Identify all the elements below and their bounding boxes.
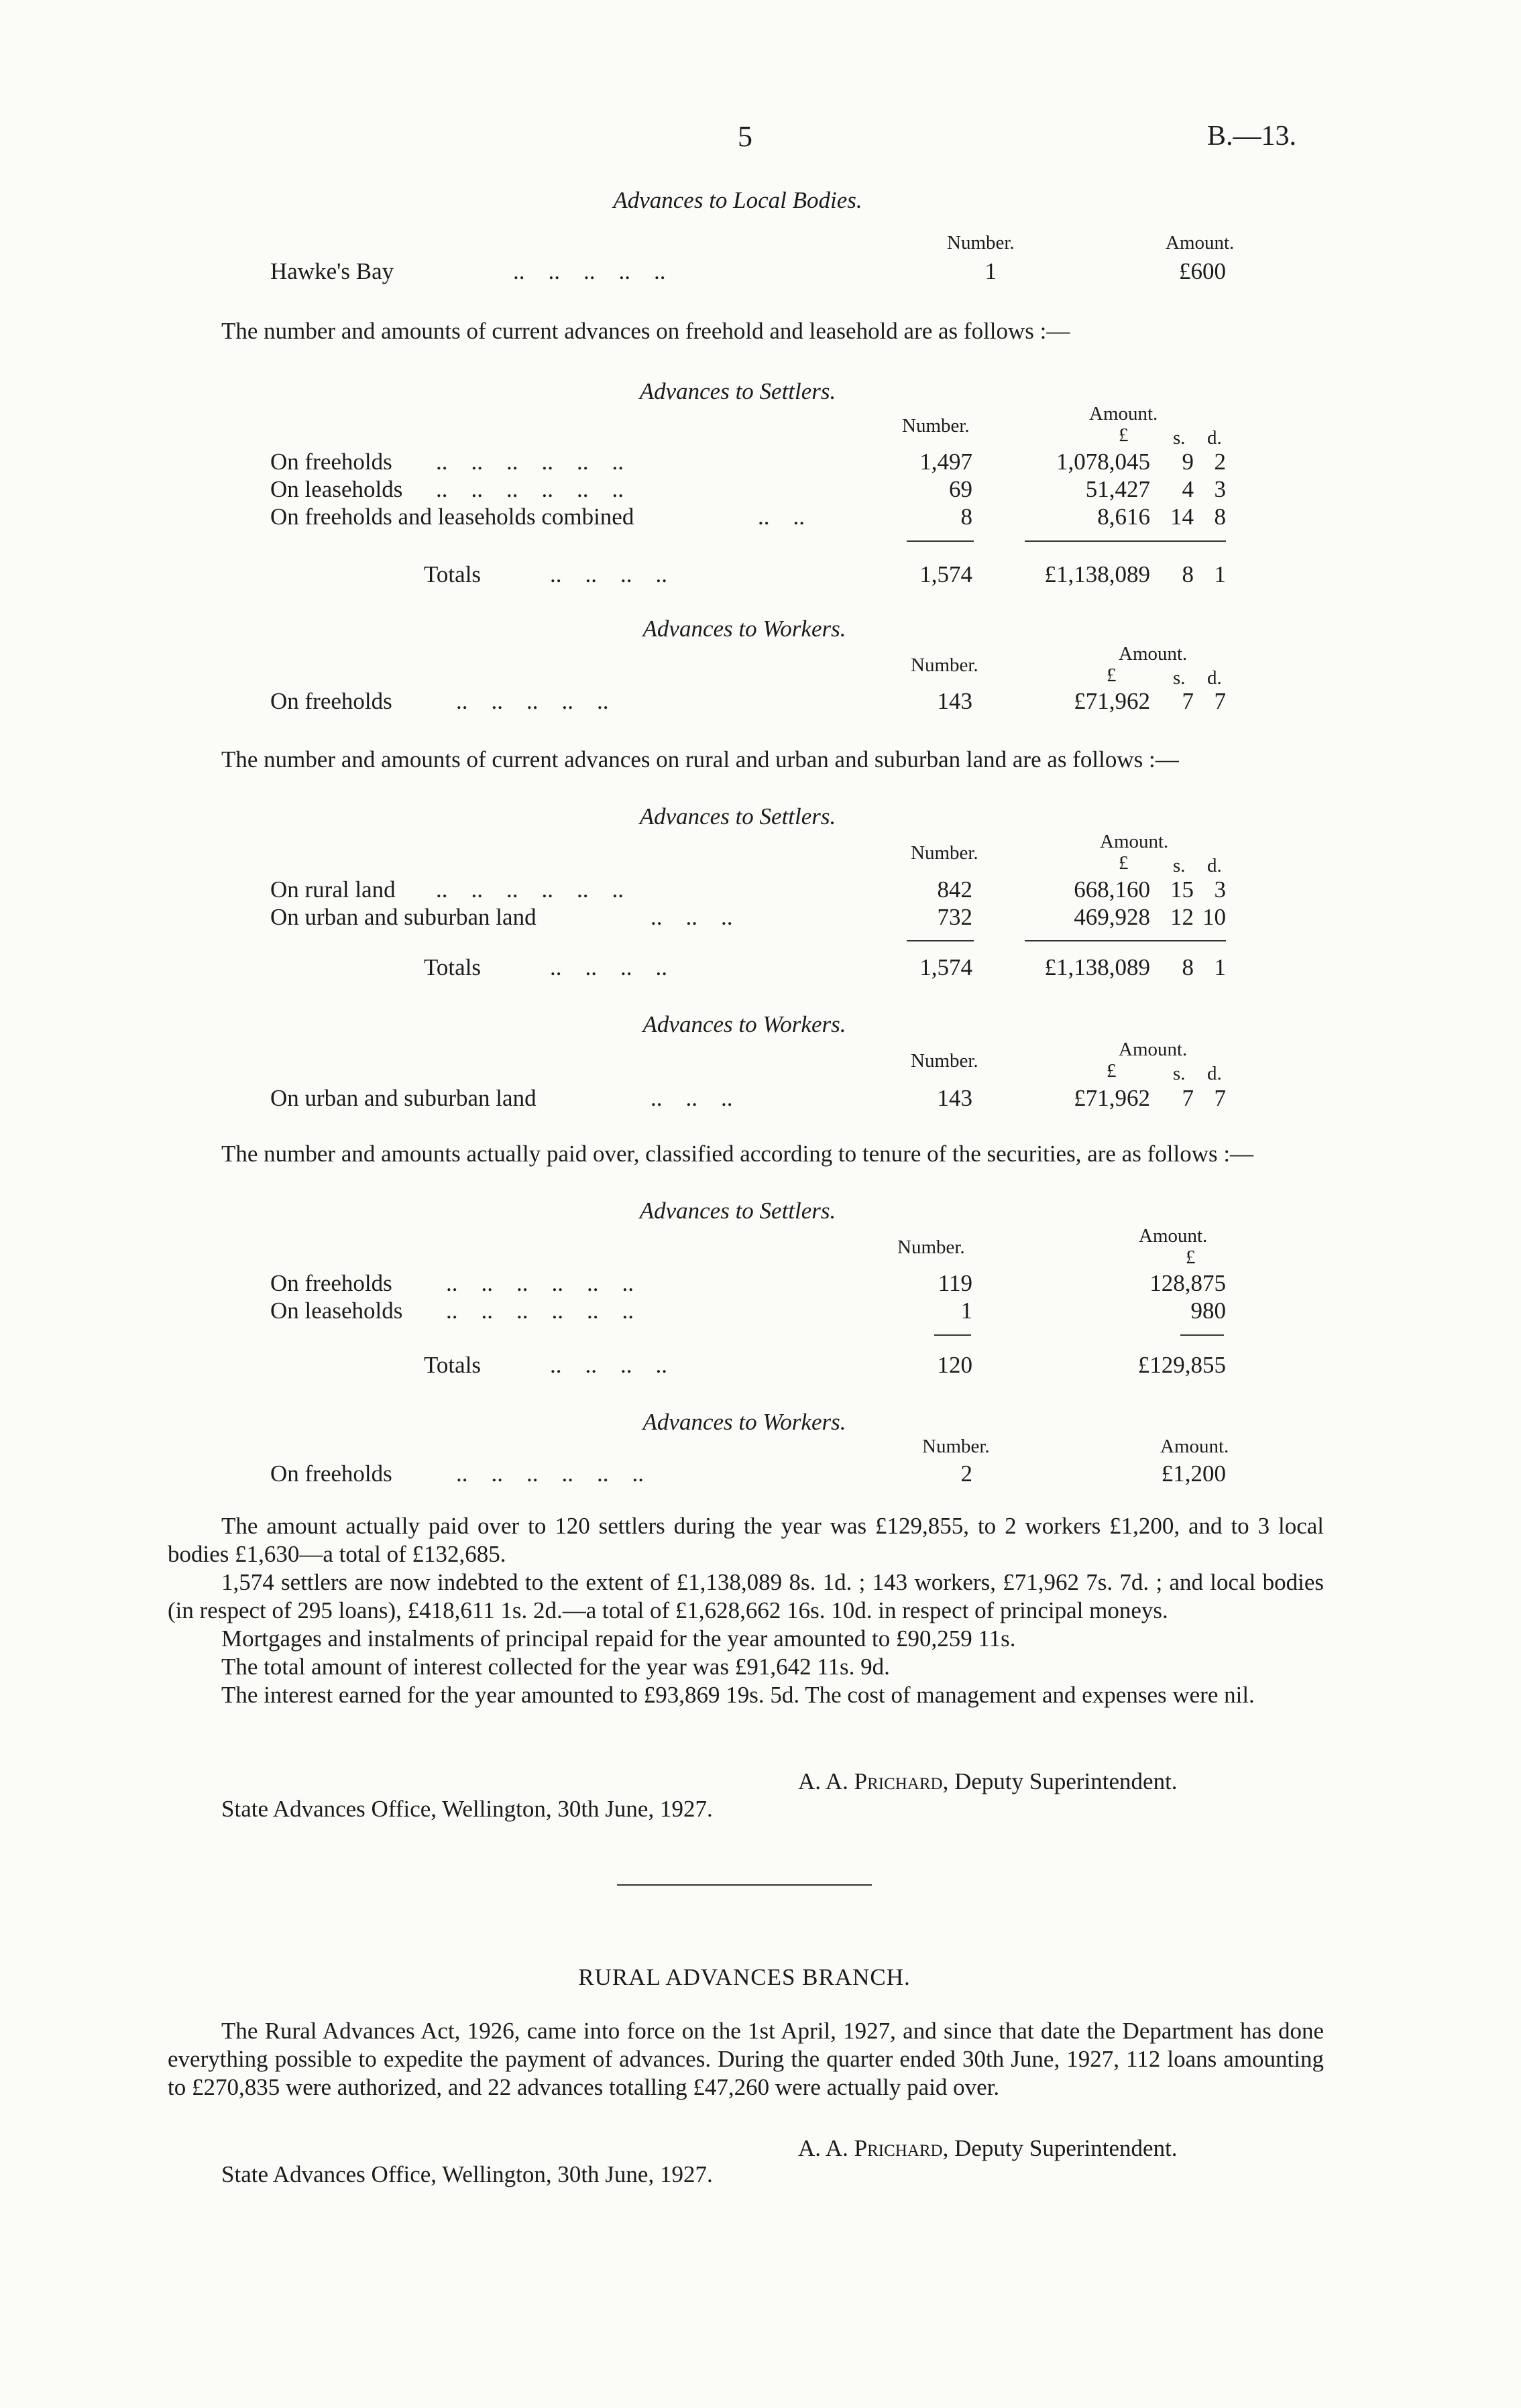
col-header-number: Number. — [911, 654, 978, 676]
summary-paragraph: The total amount of interest collected for the year was £91,642 11s. 9d. — [221, 1654, 890, 1680]
row-pounds: 668,160 — [1074, 876, 1150, 903]
row-shillings: 7 — [1182, 688, 1194, 714]
col-header-number: Number. — [922, 1436, 990, 1457]
leader-dots: .. .. .. .. .. .. — [456, 1460, 644, 1487]
row-label: On urban and suburban land — [270, 1085, 537, 1111]
unit-shillings: s. — [1173, 855, 1186, 876]
place-date: State Advances Office, Wellington, 30th June, 1927. — [221, 2161, 713, 2187]
totals-amount: £129,855 — [1137, 1352, 1226, 1378]
totals-label: Totals — [424, 954, 482, 980]
section-title: Advances to Settlers. — [639, 1198, 836, 1224]
unit-pounds: £ — [1119, 424, 1129, 446]
leader-dots: .. .. .. .. .. .. — [446, 1270, 634, 1296]
document-code: B.—13. — [1207, 121, 1297, 152]
row-amount: £1,200 — [1161, 1460, 1226, 1487]
col-header-number: Number. — [911, 1050, 978, 1072]
intro-paragraph: The number and amounts of current advances on rural and urban and suburban land are as follows :— — [221, 746, 1179, 772]
signature-name: Prichard — [854, 1768, 943, 1794]
row-number: 119 — [938, 1270, 972, 1296]
unit-shillings: s. — [1173, 667, 1186, 689]
row-pounds: 8,616 — [1097, 504, 1150, 530]
total-rule — [934, 1334, 971, 1336]
row-label: On freeholds — [270, 1460, 392, 1487]
row-label: Hawke's Bay — [270, 258, 394, 284]
section-title: Advances to Settlers. — [639, 378, 836, 404]
totals-pence: 1 — [1214, 561, 1226, 587]
leader-dots: .. .. .. — [651, 904, 733, 930]
unit-pounds: £ — [1107, 1060, 1117, 1082]
row-number: 69 — [949, 476, 972, 502]
col-header-amount: Amount. — [1100, 831, 1169, 852]
leader-dots: .. .. .. .. — [550, 561, 667, 587]
row-pence: 7 — [1214, 1085, 1226, 1111]
totals-number: 1,574 — [919, 954, 972, 980]
signature — [798, 2134, 1178, 2163]
row-pence: 8 — [1214, 504, 1226, 530]
row-shillings: 15 — [1170, 876, 1194, 903]
total-rule — [1025, 540, 1226, 542]
total-rule — [907, 540, 974, 542]
row-pence: 7 — [1214, 688, 1226, 714]
row-pence: 3 — [1214, 876, 1226, 903]
unit-shillings: s. — [1173, 1063, 1186, 1084]
total-rule — [1180, 1334, 1224, 1336]
totals-label: Totals — [424, 561, 482, 587]
row-pounds: 469,928 — [1074, 904, 1150, 930]
row-number: 2 — [960, 1460, 972, 1487]
totals-pence: 1 — [1214, 954, 1226, 980]
row-pence: 3 — [1214, 476, 1226, 502]
row-number: 143 — [937, 1085, 972, 1111]
row-label: On freeholds — [270, 1270, 392, 1296]
totals-shillings: 8 — [1182, 954, 1194, 980]
totals-pounds: £1,138,089 — [1044, 561, 1150, 587]
section-title: Advances to Workers. — [642, 1011, 846, 1037]
row-number: 143 — [937, 688, 972, 714]
row-label: On freeholds and leaseholds combined — [270, 504, 634, 530]
totals-pounds: £1,138,089 — [1044, 954, 1150, 980]
row-number: 1 — [960, 1298, 972, 1324]
row-amount: 980 — [1190, 1298, 1226, 1324]
row-shillings: 14 — [1170, 504, 1194, 530]
col-header-amount: Amount. — [1089, 403, 1158, 424]
summary-paragraph: 1,574 settlers are now indebted to the extent of £1,138,089 8s. 1d. ; 143 workers, £71,962 7s. 7d. ; and local bodies (in respect of 295 loans), £418,611 1s. 2d.—a total of £1,628,662 16s. 10d. in respect of principal moneys. — [168, 1569, 1324, 1623]
row-label: On freeholds — [270, 688, 392, 714]
row-amount: £600 — [1179, 258, 1226, 284]
signature-title: , Deputy Superintendent. — [942, 2135, 1178, 2161]
summary-paragraph: The interest earned for the year amounted to £93,869 19s. 5d. The cost of management and expenses were nil. — [221, 1682, 1255, 1708]
col-header-amount: Amount. — [1139, 1225, 1208, 1247]
leader-dots: .. .. .. .. — [550, 1352, 667, 1378]
row-pounds: £71,962 — [1074, 1085, 1150, 1111]
leader-dots: .. .. .. — [651, 1085, 733, 1111]
unit-shillings: s. — [1173, 427, 1186, 449]
rural-paragraph: The Rural Advances Act, 1926, came into force on the 1st April, 1927, and since that date the Department has done everything possible to expedite the payment of advances. During the quarter ended 30th June, 1927, 112 loans amounting to £270,835 were authorized, and 22 advances totalling £47,260 were actually paid over. — [168, 2018, 1324, 2100]
summary-paragraph: Mortgages and instalments of principal repaid for the year amounted to £90,259 11s. — [221, 1625, 1016, 1652]
section-divider — [617, 1884, 872, 1886]
unit-pence: d. — [1207, 1063, 1222, 1084]
total-rule — [1025, 940, 1226, 941]
row-label: On leaseholds — [270, 1298, 403, 1324]
signature-title: , Deputy Superintendent. — [942, 1768, 1178, 1794]
col-header-amount: Amount. — [1166, 232, 1235, 253]
unit-pence: d. — [1207, 667, 1222, 689]
totals-shillings: 8 — [1182, 561, 1194, 587]
intro-paragraph: The number and amounts of current advances on freehold and leasehold are as follows :— — [221, 318, 1070, 344]
row-label: On rural land — [270, 876, 396, 903]
row-number: 1 — [984, 258, 997, 284]
col-header-amount: Amount. — [1160, 1436, 1229, 1457]
page-number: 5 — [738, 120, 752, 153]
leader-dots: .. .. .. .. — [550, 954, 667, 980]
signature-initials: A. A. — [798, 2135, 848, 2161]
row-number: 8 — [960, 504, 972, 530]
row-label: On freeholds — [270, 449, 392, 475]
leader-dots: .. .. .. .. .. — [456, 688, 609, 714]
row-label: On urban and suburban land — [270, 904, 537, 930]
row-number: 732 — [937, 904, 972, 930]
row-shillings: 9 — [1182, 449, 1194, 475]
row-shillings: 7 — [1182, 1085, 1194, 1111]
row-amount: 128,875 — [1149, 1270, 1226, 1296]
leader-dots: .. .. .. .. .. .. — [436, 876, 624, 903]
section-heading: RURAL ADVANCES BRANCH. — [578, 1964, 911, 1990]
signature — [798, 1768, 1178, 1796]
section-title: Advances to Local Bodies. — [613, 187, 862, 213]
col-header-number: Number. — [902, 415, 970, 437]
totals-number: 120 — [937, 1352, 972, 1378]
row-pence: 10 — [1202, 904, 1226, 930]
intro-paragraph: The number and amounts actually paid over, classified according to tenure of the securities, are as follows :— — [221, 1141, 1254, 1167]
col-header-amount: Amount. — [1119, 1039, 1188, 1060]
unit-pounds: £ — [1186, 1247, 1196, 1268]
section-title: Advances to Workers. — [642, 616, 846, 642]
totals-label: Totals — [424, 1352, 482, 1378]
row-pounds: 51,427 — [1085, 476, 1150, 502]
row-label: On leaseholds — [270, 476, 403, 502]
col-header-amount: Amount. — [1119, 643, 1188, 665]
leader-dots: .. .. — [758, 504, 805, 530]
unit-pounds: £ — [1119, 852, 1129, 874]
unit-pounds: £ — [1107, 665, 1117, 686]
total-rule — [907, 940, 974, 941]
row-pence: 2 — [1214, 449, 1226, 475]
col-header-number: Number. — [897, 1237, 965, 1258]
signature-name: Prichard — [854, 2135, 943, 2161]
unit-pence: d. — [1207, 855, 1222, 876]
signature-initials: A. A. — [798, 1768, 848, 1794]
col-header-number: Number. — [911, 842, 978, 864]
row-pounds: 1,078,045 — [1056, 449, 1150, 475]
summary-paragraphs — [168, 1512, 1324, 1709]
leader-dots: .. .. .. .. .. .. — [436, 449, 624, 475]
summary-paragraph: The amount actually paid over to 120 settlers during the year was £129,855, to 2 workers £1,200, and to 3 local bodies £1,630—a total of £132,685. — [168, 1513, 1324, 1567]
row-pounds: £71,962 — [1074, 688, 1150, 714]
place-date: State Advances Office, Wellington, 30th June, 1927. — [221, 1796, 713, 1822]
section-title: Advances to Workers. — [642, 1409, 846, 1435]
row-number: 842 — [937, 876, 972, 903]
row-shillings: 12 — [1170, 904, 1194, 930]
row-number: 1,497 — [919, 449, 972, 475]
totals-number: 1,574 — [919, 561, 972, 587]
section-title: Advances to Settlers. — [639, 803, 836, 829]
leader-dots: .. .. .. .. .. .. — [436, 476, 624, 502]
col-header-number: Number. — [947, 232, 1015, 253]
row-shillings: 4 — [1182, 476, 1194, 502]
leader-dots: .. .. .. .. .. — [513, 258, 666, 284]
leader-dots: .. .. .. .. .. .. — [446, 1298, 634, 1324]
unit-pence: d. — [1207, 427, 1222, 449]
